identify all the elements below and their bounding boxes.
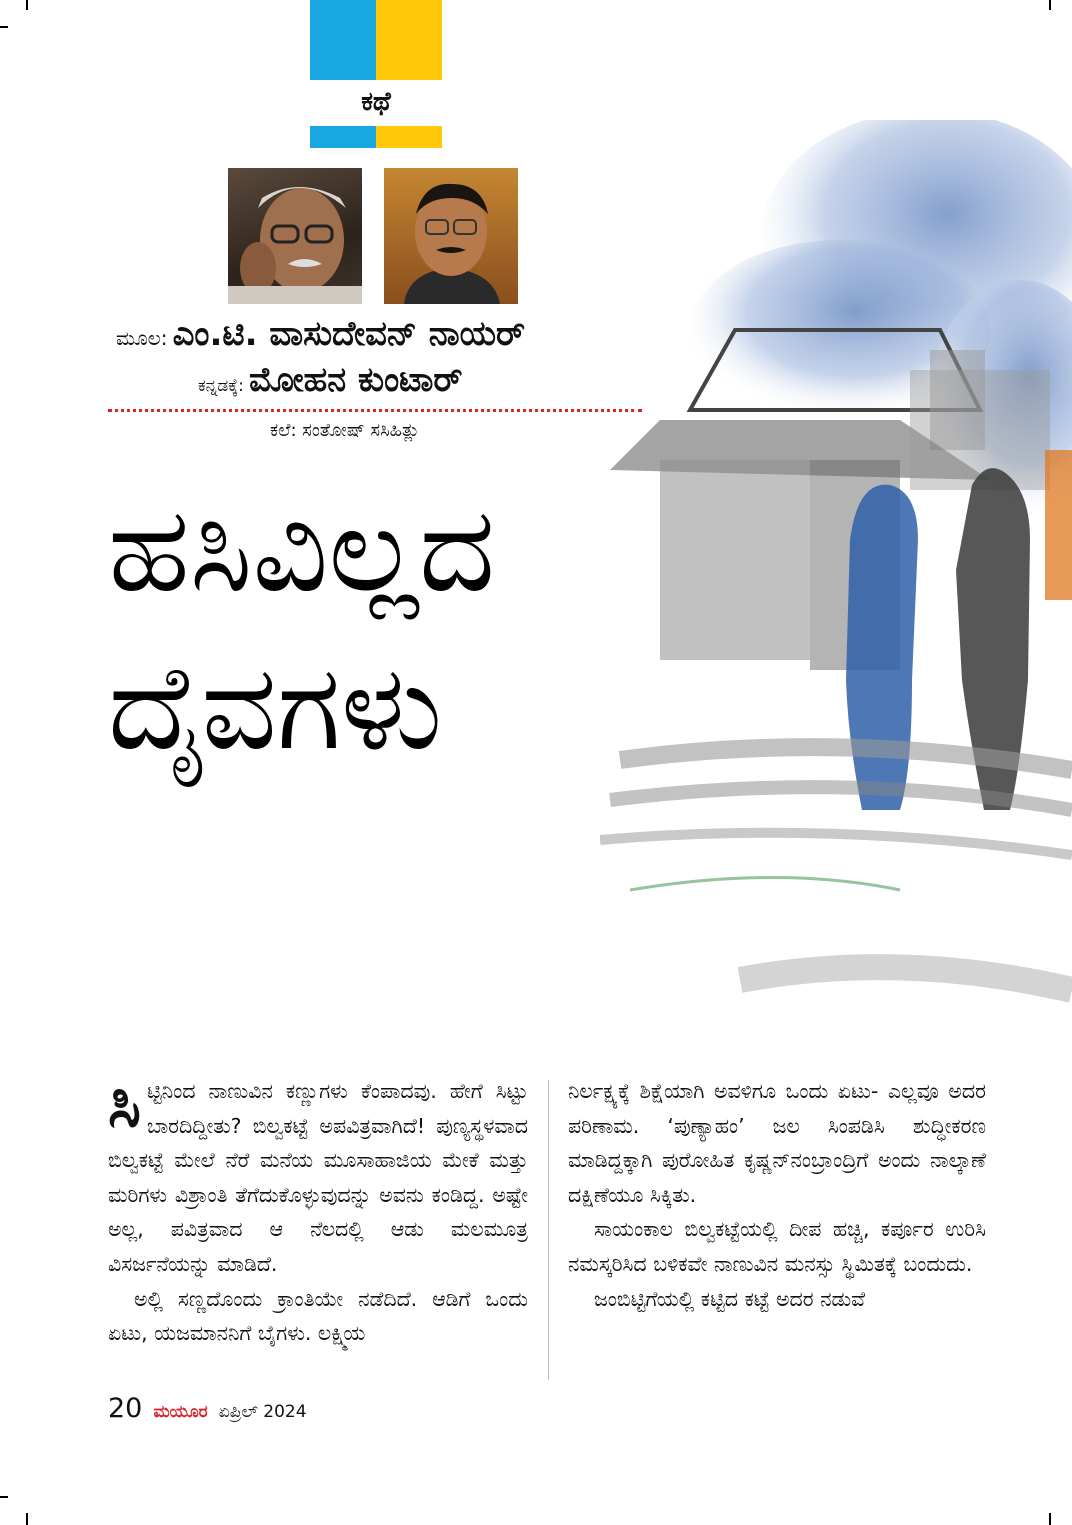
section-tag-yellow-block xyxy=(376,0,442,80)
story-title-line-1: ಹಸಿವಿಲ್ಲದ xyxy=(108,480,496,618)
drop-cap: ಸಿ xyxy=(108,1068,141,1141)
magazine-name: ಮಯೂರ xyxy=(153,1402,208,1422)
crop-mark xyxy=(0,1496,8,1498)
crop-mark xyxy=(0,26,8,28)
crop-mark xyxy=(26,0,28,10)
translator-portrait xyxy=(384,168,518,304)
issue-date: ಏಪ್ರಿಲ್ 2024 xyxy=(218,1402,307,1422)
art-credit: ಕಲೆ: ಸಂತೋಷ್ ಸಸಿಹಿತ್ಲು xyxy=(270,420,420,441)
translation-label: ಕನ್ನಡಕ್ಕೆ: xyxy=(198,376,244,396)
dotted-divider xyxy=(108,409,642,412)
paragraph: ಜಂಬಿಟ್ಟಿಗೆಯಲ್ಲಿ ಕಟ್ಟಿದ ಕಟ್ಟೆ ಅದರ ನಡುವೆ xyxy=(594,1286,866,1311)
column-divider xyxy=(548,1080,549,1380)
paragraph: ನಿರ್ಲಕ್ಷ್ಯಕ್ಕೆ ಶಿಕ್ಷೆಯಾಗಿ ಅವಳಿಗೂ ಒಂದು ಏಟು- ಎಲ್ಲವೂ ಅದರ ಪರಿಣಾಮ. ‘ಪುಣ್ಯಾಹಂ’ ಜಲ ಸಿಂಪಡಿಸಿ ಶುದ್ಧೀಕರಣ ಮಾಡಿದ್ದಕ್ಕಾಗಿ ಪುರೋಹಿತ ಕೃಷ್ಣನ್‌ನಂಬ್ರಾಂದ್ರಿಗೆ ಅಂದು ನಾಲ್ಕಾಣೆ ದಕ್ಷಿಣೆಯೂ ಸಿಕ್ಕಿತು. xyxy=(568,1079,986,1207)
story-title-line-2: ದೈವಗಳು xyxy=(108,638,443,776)
section-tag-blue-bar xyxy=(310,126,376,148)
story-column-2 xyxy=(568,1074,986,1316)
paragraph: ಸಾಯಂಕಾಲ ಬಿಲ್ವಕಟ್ಟೆಯಲ್ಲಿ ದೀಪ ಹಚ್ಚಿ, ಕರ್ಪೂರ ಉರಿಸಿ ನಮಸ್ಕರಿಸಿದ ಬಳಿಕವೇ ನಾಣುವಿನ ಮನಸ್ಸು ಸ್ಥಿಮಿತಕ್ಕೆ ಬಂದುದು. xyxy=(568,1217,986,1276)
paragraph: ಅಲ್ಲಿ ಸಣ್ಣದೊಂದು ಕ್ರಾಂತಿಯೇ ನಡೆದಿದೆ. ಆಡಿಗೆ ಒಂದು ಏಟು, ಯಜಮಾನನಿಗೆ ಬೈಗಳು. ಲಕ್ಷ್ಮಿಯ xyxy=(108,1286,528,1346)
section-label: ಕಥೆ xyxy=(361,87,391,117)
section-tag-blue-block xyxy=(310,0,376,80)
section-tag-yellow-bar xyxy=(376,126,442,148)
crop-mark xyxy=(1049,0,1051,10)
story-illustration xyxy=(600,120,1072,1040)
author-portrait xyxy=(228,168,362,304)
paragraph: ಟ್ಟಿನಿಂದ ನಾಣುವಿನ ಕಣ್ಣುಗಳು ಕೆಂಪಾದವು. ಹೇಗೆ ಸಿಟ್ಟು ಬಾರದಿದ್ದೀತು? ಬಿಲ್ವಕಟ್ಟೆ ಅಪವಿತ್ರವಾಗಿದೆ! ಪುಣ್ಯಸ್ಥಳವಾದ ಬಿಲ್ವಕಟ್ಟೆ ಮೇಲೆ ನೆರೆ ಮನೆಯ ಮೂಸಾಹಾಜಿಯ ಮೇಕೆ ಮತ್ತು ಮರಿಗಳು ವಿಶ್ರಾಂತಿ ತೆಗೆದುಕೊಳ್ಳುವುದನ್ನು ಅವನು ಕಂಡಿದ್ದ. ಅಷ್ಟೇ ಅಲ್ಲ, ಪವಿತ್ರವಾದ ಆ ನೆಲದಲ್ಲಿ ಆಡು ಮಲಮೂತ್ರ ವಿಸರ್ಜನೆಯನ್ನು ಮಾಡಿದೆ. xyxy=(108,1079,528,1276)
original-author-credit xyxy=(116,314,525,354)
crop-mark xyxy=(26,1513,28,1525)
original-label: ಮೂಲ: xyxy=(116,326,168,350)
translator-name: ಮೋಹನ ಕುಂಟಾರ್ xyxy=(249,360,463,400)
original-author-name: ಎಂ.ಟಿ. ವಾಸುದೇವನ್ ನಾಯರ್ xyxy=(172,314,526,354)
page-number: 20 xyxy=(108,1393,143,1424)
story-column-1 xyxy=(108,1068,528,1351)
crop-mark xyxy=(1049,1513,1051,1525)
page-footer xyxy=(108,1393,307,1424)
translator-credit xyxy=(198,360,462,400)
